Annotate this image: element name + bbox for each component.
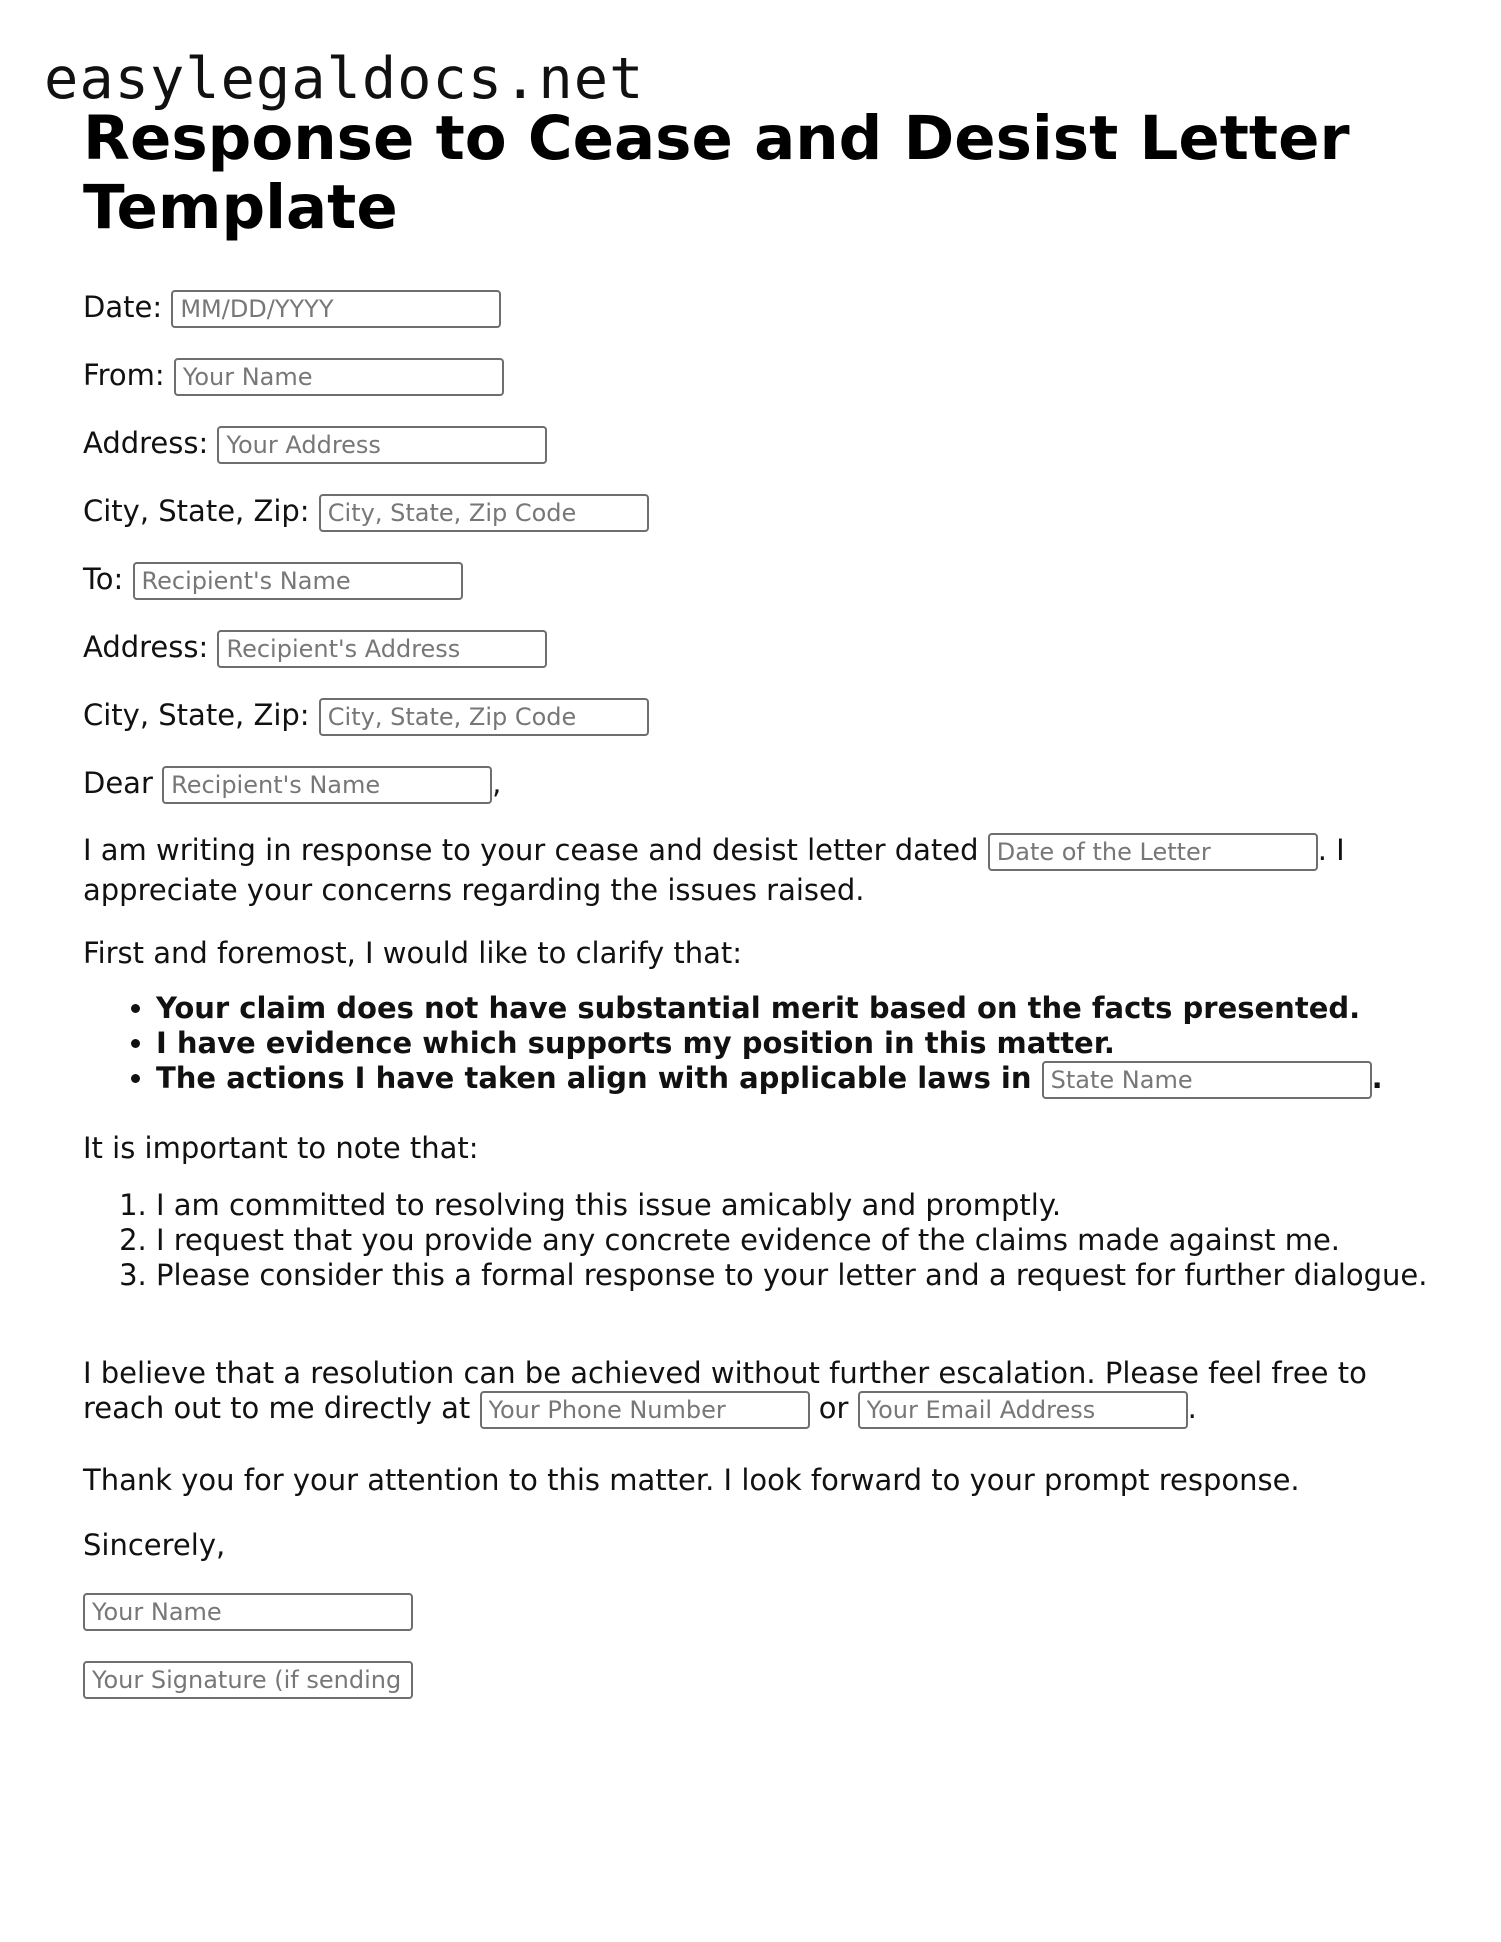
contact-paragraph: [83, 1356, 1413, 1429]
to-label: To:: [83, 562, 124, 596]
claim-item: • I have evidence which supports my position in this matter.: [156, 1026, 1486, 1061]
sender-city-label: City, State, Zip:: [83, 494, 310, 528]
from-row: [83, 356, 504, 394]
sender-city-row: [83, 492, 649, 530]
to-row: [83, 560, 463, 598]
from-label: From:: [83, 358, 165, 392]
recipient-city-input[interactable]: [319, 698, 649, 736]
recipient-name-input[interactable]: [133, 562, 463, 600]
recipient-city-row: [83, 696, 649, 734]
sender-address-label: Address:: [83, 426, 209, 460]
signoff-name-row: [83, 1591, 413, 1629]
note-item: 3. Please consider this a formal response to your letter and a request for further dialogue.: [156, 1258, 1486, 1293]
date-row: [83, 288, 501, 326]
salutation-comma: ,: [492, 766, 502, 800]
contact-line2-text: reach out to me directly at: [83, 1391, 471, 1425]
site-watermark: easylegaldocs.net: [44, 46, 645, 112]
note-item: 1. I am committed to resolving this issue amicably and promptly.: [156, 1188, 1486, 1223]
recipient-city-label: City, State, Zip:: [83, 698, 310, 732]
email-input[interactable]: [858, 1391, 1188, 1429]
recipient-address-label: Address:: [83, 630, 209, 664]
sender-address-input[interactable]: [217, 426, 547, 464]
note-intro: It is important to note that:: [83, 1131, 479, 1165]
clarify-intro: First and foremost, I would like to clarify that:: [83, 936, 743, 970]
contact-or: or: [818, 1391, 849, 1425]
claim-item-state: [156, 1061, 1486, 1099]
note-item: 2. I request that you provide any concrete evidence of the claims made against me.: [156, 1223, 1486, 1258]
letter-template: [83, 103, 1428, 1562]
recipient-address-row: [83, 628, 547, 666]
claim-text: The actions I have taken align with applicable laws in: [156, 1061, 1032, 1095]
claim-period: .: [1371, 1061, 1383, 1095]
closing-text: Sincerely,: [83, 1528, 226, 1562]
state-input[interactable]: [1042, 1061, 1372, 1099]
salutation-name-input[interactable]: [162, 766, 492, 804]
salutation-label: Dear: [83, 766, 153, 800]
intro-paragraph: [83, 831, 1413, 909]
contact-end: .: [1187, 1391, 1197, 1425]
sender-address-row: [83, 424, 547, 462]
salutation-row: [83, 764, 501, 802]
intro-text-before: I am writing in response to your cease and desist letter dated: [83, 833, 979, 867]
sender-city-input[interactable]: [319, 494, 649, 532]
signature-input[interactable]: [83, 1661, 413, 1699]
sender-name-input[interactable]: [174, 358, 504, 396]
intro-text-after: . I: [1317, 833, 1345, 867]
contact-line1: I believe that a resolution can be achieved without further escalation. Please feel free to: [83, 1356, 1367, 1390]
notes-list: [83, 1188, 1486, 1293]
signoff-signature-row: [83, 1659, 413, 1697]
phone-input[interactable]: [480, 1391, 810, 1429]
page-title: Response to Cease and Desist Letter Template: [83, 103, 1350, 243]
claim-item: • Your claim does not have substantial merit based on the facts presented.: [156, 991, 1486, 1026]
intro-text-continuation: appreciate your concerns regarding the issues raised.: [83, 873, 865, 907]
thanks-text: Thank you for your attention to this matter. I look forward to your prompt response.: [83, 1463, 1300, 1497]
letter-date-input[interactable]: [988, 833, 1318, 871]
signoff-name-input[interactable]: [83, 1593, 413, 1631]
date-input[interactable]: [171, 290, 501, 328]
date-label: Date:: [83, 290, 163, 324]
claims-list: [83, 991, 1486, 1099]
recipient-address-input[interactable]: [217, 630, 547, 668]
